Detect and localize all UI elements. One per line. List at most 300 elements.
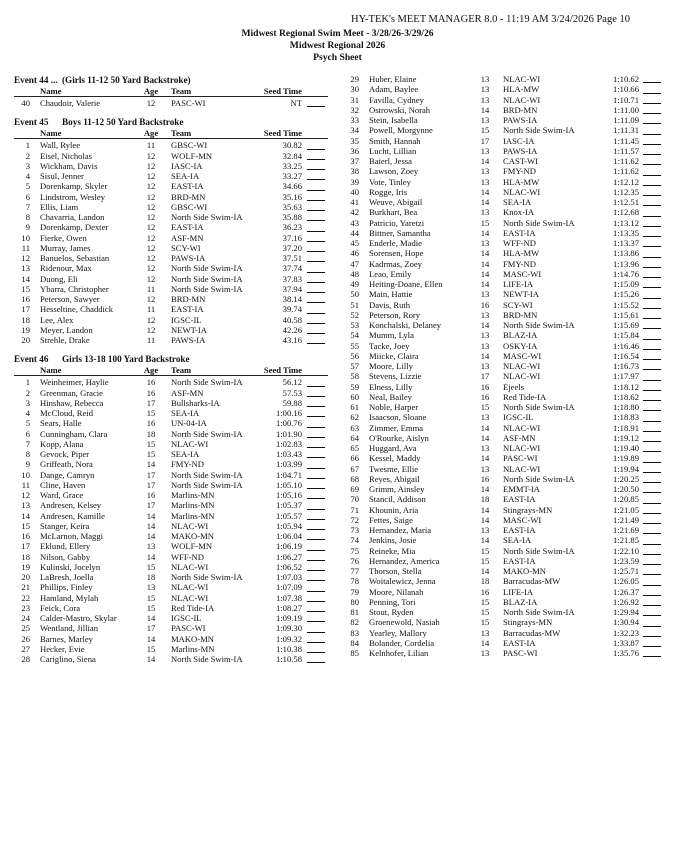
blank-line — [307, 251, 325, 252]
entry-row — [341, 587, 663, 597]
place: 63 — [350, 422, 359, 433]
blank-line — [307, 601, 325, 602]
team-name: NLAC-WI — [171, 561, 209, 572]
seed-time: 37.51 — [282, 253, 302, 263]
place: 41 — [350, 197, 359, 207]
entry-row — [341, 628, 663, 638]
team-name: EAST-IA — [503, 525, 536, 535]
place: 55 — [350, 340, 359, 351]
team-name: MAKO-MN — [503, 566, 546, 576]
seed-time: 1:11.31 — [613, 125, 639, 136]
entry-row — [341, 84, 663, 94]
place: 52 — [350, 309, 359, 320]
place: 18 — [21, 314, 30, 325]
blank-line — [643, 533, 661, 534]
entry-row — [14, 644, 328, 654]
seed-time: 1:14.76 — [612, 268, 639, 279]
place: 83 — [350, 627, 359, 638]
event-number: Event 44 ... — [14, 75, 58, 85]
team-name: Marlins-MN — [171, 643, 215, 654]
blank-line — [643, 318, 661, 319]
blank-line — [643, 564, 661, 565]
swimmer-age: 13 — [480, 648, 490, 658]
place: 71 — [350, 504, 359, 515]
swimmer-name: Davis, Ruth — [369, 299, 411, 310]
swimmer-age: 17 — [480, 371, 490, 382]
team-name: NEWT-IA — [171, 324, 207, 335]
entry-row — [341, 197, 663, 207]
swimmer-age: 16 — [480, 473, 490, 484]
team-name: PAWS-IA — [171, 253, 206, 263]
blank-line — [307, 519, 325, 520]
entry-row — [14, 243, 328, 253]
blank-line — [307, 652, 325, 653]
entry-row — [341, 402, 663, 412]
blank-line — [643, 554, 661, 555]
place: 7 — [25, 201, 30, 212]
place: 11 — [21, 242, 30, 253]
blank-line — [643, 462, 661, 463]
seed-time: 1:01.90 — [275, 428, 302, 439]
seed-time: 1:13.86 — [612, 248, 639, 259]
blank-line — [643, 544, 661, 545]
seed-time: 1:18.91 — [612, 422, 639, 433]
section-gap — [14, 108, 328, 116]
place: 38 — [350, 166, 359, 177]
blank-line — [643, 93, 661, 94]
place: 21 — [21, 582, 30, 593]
swimmer-name: Barnes, Marley — [40, 633, 93, 644]
place: 74 — [350, 535, 359, 546]
swimmer-age: 12 — [146, 294, 156, 304]
column-header — [14, 128, 328, 139]
place: 13 — [21, 500, 30, 511]
place: 3 — [25, 160, 30, 171]
event-title — [14, 74, 328, 86]
swimmer-name: Bolander, Cordelia — [369, 637, 435, 648]
seed-time: 1:11.62 — [613, 166, 639, 177]
swimmer-age: 12 — [146, 324, 156, 335]
place: 14 — [21, 510, 30, 521]
entry-row — [14, 222, 328, 232]
team-name: NLAC-WI — [503, 422, 541, 433]
swimmer-name: Elness, Lilly — [369, 381, 413, 392]
column-header — [14, 86, 328, 97]
blank-line — [307, 149, 325, 150]
swimmer-age: 13 — [480, 443, 490, 453]
entry-row — [341, 310, 663, 320]
swimmer-age: 12 — [146, 171, 156, 181]
header-name: Name — [40, 128, 62, 139]
place: 13 — [21, 263, 30, 274]
swimmer-name: Fettes, Saige — [369, 514, 413, 525]
blank-line — [307, 457, 325, 458]
team-name: NLAC-WI — [503, 371, 541, 382]
place: 40 — [350, 186, 359, 197]
swimmer-name: Cline, Haven — [40, 479, 86, 490]
entry-row — [341, 269, 663, 279]
entry-row — [341, 279, 663, 289]
seed-time: 1:18.80 — [612, 402, 639, 412]
place: 30 — [350, 84, 359, 95]
blank-line — [643, 236, 661, 237]
place: 68 — [350, 473, 359, 484]
place: 79 — [350, 586, 359, 597]
team-name: Marlins-MN — [171, 500, 215, 511]
place: 28 — [21, 654, 30, 664]
place: 65 — [350, 443, 359, 453]
seed-time: 1:23.59 — [612, 555, 639, 566]
entry-row — [14, 335, 328, 345]
swimmer-age: 18 — [480, 494, 490, 505]
place: 1 — [25, 377, 30, 388]
blank-line — [643, 267, 661, 268]
swimmer-name: Woitalewicz, Jenna — [369, 576, 436, 587]
seed-time: 1:26.05 — [612, 576, 639, 587]
team-name: WFF-ND — [171, 551, 204, 562]
place: 29 — [350, 74, 359, 84]
seed-time: 1:10.58 — [275, 654, 302, 664]
team-name: FMY-ND — [171, 459, 204, 470]
event-number: Event 45 — [14, 117, 49, 128]
place: 20 — [21, 572, 30, 582]
event-number: Event 46 — [14, 354, 49, 365]
seed-time: 1:16.46 — [612, 340, 639, 351]
seed-time: 1:04.71 — [275, 469, 302, 480]
seed-time: 42.26 — [282, 324, 302, 335]
blank-line — [643, 298, 661, 299]
entry-row — [341, 228, 663, 238]
blank-line — [307, 570, 325, 571]
swimmer-name: Andresen, Kamille — [40, 510, 105, 521]
place: 53 — [350, 320, 359, 330]
swimmer-name: Twesme, Ellie — [369, 463, 419, 474]
blank-line — [307, 591, 325, 592]
seed-time: 33.25 — [282, 160, 302, 171]
seed-time: 1:26.37 — [612, 586, 639, 597]
swimmer-age: 15 — [480, 125, 490, 136]
entry-row — [14, 418, 328, 428]
swimmer-name: Wickham, Davis — [40, 160, 98, 171]
swimmer-name: O'Rourke, Aislyn — [369, 432, 429, 443]
entry-row — [341, 443, 663, 453]
seed-time: 1:19.40 — [612, 443, 639, 453]
swimmer-name: Kessel, Maddy — [369, 453, 421, 464]
blank-line — [643, 195, 661, 196]
swimmer-name: Murray, James — [40, 242, 91, 253]
seed-time: 1:13.96 — [612, 258, 639, 269]
blank-line — [307, 498, 325, 499]
place: 8 — [25, 449, 30, 459]
entry-row — [341, 248, 663, 258]
entry-row — [14, 470, 328, 480]
blank-line — [643, 328, 661, 329]
place: 14 — [21, 273, 30, 284]
swimmer-name: Groenewold, Nasiah — [369, 617, 440, 628]
seed-time: 33.27 — [282, 171, 302, 181]
seed-time: 1:29.94 — [612, 607, 639, 617]
swimmer-age: 13 — [480, 166, 490, 177]
seed-time: 1:11.09 — [613, 115, 639, 125]
entry-row — [14, 603, 328, 613]
team-name: Marlins-MN — [171, 490, 215, 500]
team-name: WOLF-MN — [171, 541, 213, 552]
seed-time: 35.16 — [282, 191, 302, 202]
entry-row — [14, 161, 328, 171]
seed-time: 1:06.19 — [275, 541, 302, 552]
swimmer-name: Weinheimer, Haylie — [40, 377, 109, 388]
swimmer-age: 15 — [480, 545, 490, 556]
place: 17 — [21, 541, 30, 552]
place: 60 — [350, 391, 359, 402]
blank-line — [643, 359, 661, 360]
seed-time: 37.83 — [282, 273, 302, 284]
place: 47 — [350, 258, 359, 269]
place: 69 — [350, 484, 359, 494]
swimmer-age: 12 — [146, 150, 156, 161]
blank-line — [643, 123, 661, 124]
blank-line — [307, 437, 325, 438]
team-name: FMY-ND — [503, 258, 536, 269]
entry-row — [341, 494, 663, 504]
event-name: Boys 11-12 50 Yard Backstroke — [62, 117, 184, 128]
team-name: North Side Swim-IA — [503, 320, 575, 330]
swimmer-age: 14 — [480, 484, 490, 494]
blank-line — [643, 154, 661, 155]
team-name: SEA-IA — [171, 408, 200, 418]
place: 25 — [21, 623, 30, 634]
swimmer-age: 13 — [480, 74, 490, 84]
blank-line — [307, 261, 325, 262]
place: 34 — [350, 125, 359, 136]
entry-row — [341, 607, 663, 617]
blank-line — [307, 560, 325, 561]
entry-row — [14, 562, 328, 572]
entry-row — [14, 233, 328, 243]
swimmer-name: Nilson, Gabby — [40, 551, 91, 562]
entry-row — [341, 423, 663, 433]
team-name: SCY-WI — [503, 299, 533, 310]
swimmer-age: 13 — [480, 207, 490, 218]
team-name: PAWS-IA — [171, 335, 206, 345]
entry-row — [341, 597, 663, 607]
entry-row — [14, 552, 328, 562]
swimmer-name: Khounin, Aria — [369, 504, 419, 515]
blank-line — [307, 231, 325, 232]
header-seed: Seed Time — [263, 365, 302, 376]
blank-line — [643, 185, 661, 186]
place: 43 — [350, 217, 359, 228]
team-name: MAKO-MN — [171, 633, 214, 644]
blank-line — [643, 431, 661, 432]
swimmer-name: Strehle, Drake — [40, 335, 90, 345]
left-column — [14, 74, 328, 664]
header-team: Team — [171, 86, 192, 96]
entry-row — [14, 151, 328, 161]
seed-time: 1:15.09 — [612, 279, 639, 289]
swimmer-name: McLarnon, Maggi — [40, 531, 104, 541]
swimmer-name: McCloud, Reid — [40, 408, 93, 418]
swimmer-age: 17 — [146, 479, 156, 490]
place: 78 — [350, 576, 359, 587]
seed-time: 1:12.68 — [612, 207, 639, 218]
seed-time: 1:07.03 — [275, 572, 302, 582]
blank-line — [307, 333, 325, 334]
entry-row — [14, 429, 328, 439]
blank-line — [643, 646, 661, 647]
swimmer-age: 14 — [480, 514, 490, 525]
seed-time: 34.66 — [282, 181, 302, 192]
blank-line — [643, 205, 661, 206]
swimmer-age: 14 — [146, 613, 156, 623]
entry-row — [341, 638, 663, 648]
team-name: MASC-WI — [503, 514, 542, 525]
swimmer-age: 14 — [480, 637, 490, 648]
entry-row — [14, 511, 328, 521]
team-name: North Side Swim-IA — [503, 125, 575, 136]
entry-row — [14, 439, 328, 449]
team-name: EAST-IA — [171, 181, 204, 192]
seed-time: 1:32.23 — [612, 627, 639, 638]
blank-line — [307, 302, 325, 303]
entry-row — [14, 613, 328, 623]
blank-line — [643, 349, 661, 350]
swimmer-name: Yearley, Mallory — [369, 627, 427, 638]
place: 57 — [350, 361, 359, 371]
place: 59 — [350, 381, 359, 392]
seed-time: 56.12 — [282, 377, 302, 388]
team-name: IASC-IA — [171, 160, 203, 171]
swimmer-age: 12 — [146, 181, 156, 192]
swimmer-age: 14 — [480, 186, 490, 197]
team-name: PASC-WI — [171, 98, 206, 108]
swimmer-age: 13 — [480, 340, 490, 351]
swimmer-name: Sears, Halle — [40, 418, 82, 429]
swimmer-name: Vote, Tinley — [369, 176, 411, 187]
swimmer-age: 16 — [146, 490, 156, 500]
entry-row — [341, 371, 663, 381]
blank-line — [643, 595, 661, 596]
swimmer-age: 14 — [480, 504, 490, 515]
seed-time: 1:33.87 — [612, 637, 639, 648]
team-name: PASC-WI — [171, 623, 206, 634]
swimmer-name: Sorensen, Hope — [369, 248, 424, 259]
entry-row — [14, 541, 328, 551]
entry-row — [14, 449, 328, 459]
place: 15 — [21, 283, 30, 294]
swimmer-age: 12 — [146, 273, 156, 284]
swimmer-name: Hernandez, Maria — [369, 525, 432, 535]
place: 17 — [21, 304, 30, 315]
swimmer-age: 14 — [146, 551, 156, 562]
header-seed: Seed Time — [263, 86, 302, 96]
swimmer-name: Dorenkamp, Dexter — [40, 222, 109, 233]
team-name: EAST-IA — [503, 494, 536, 505]
swimmer-name: Heiting-Doane, Ellen — [369, 279, 443, 289]
swimmer-age: 17 — [146, 469, 156, 480]
place: 40 — [21, 98, 30, 108]
swimmer-age: 15 — [146, 643, 156, 654]
swimmer-age: 14 — [480, 104, 490, 115]
swimmer-age: 17 — [146, 623, 156, 634]
blank-line — [307, 210, 325, 211]
place: 20 — [21, 335, 30, 345]
team-name: NLAC-WI — [503, 361, 541, 371]
place: 10 — [21, 232, 30, 243]
seed-time: 1:06.27 — [275, 551, 302, 562]
entry-row — [341, 464, 663, 474]
blank-line — [307, 621, 325, 622]
seed-time: 1:21.69 — [612, 525, 639, 535]
entry-row — [341, 156, 663, 166]
header-name: Name — [40, 365, 62, 376]
swimmer-age: 13 — [480, 145, 490, 156]
swimmer-name: Greenman, Gracie — [40, 387, 103, 398]
header-age: Age — [143, 86, 159, 96]
blank-line — [643, 400, 661, 401]
entry-row — [14, 140, 328, 150]
seed-time: 1:05.94 — [275, 520, 302, 531]
swimmer-age: 16 — [146, 418, 156, 429]
seed-time: 1:20.50 — [612, 484, 639, 494]
swimmer-name: Moore, Lilly — [369, 361, 413, 371]
place: 48 — [350, 268, 359, 279]
swimmer-age: 12 — [146, 98, 156, 108]
event-name: Girls 13-18 100 Yard Backstroke — [62, 354, 190, 365]
swimmer-age: 13 — [480, 330, 490, 341]
seed-time: 1:05.57 — [275, 510, 302, 521]
blank-line — [643, 605, 661, 606]
swimmer-age: 18 — [146, 428, 156, 439]
entry-row — [14, 325, 328, 335]
entry-row — [341, 115, 663, 125]
seed-time: 1:13.12 — [612, 217, 639, 228]
swimmer-name: Stein, Isabella — [369, 115, 418, 125]
team-name: LIFE-IA — [503, 279, 534, 289]
swimmer-age: 13 — [480, 94, 490, 105]
swimmer-age: 14 — [480, 350, 490, 361]
place: 6 — [25, 191, 30, 202]
swimmer-name: Hernandez, America — [369, 555, 440, 566]
team-name: North Side Swim-IA — [171, 428, 243, 439]
place: 5 — [25, 181, 30, 192]
blank-line — [643, 308, 661, 309]
place: 33 — [350, 115, 359, 125]
entry-row — [341, 392, 663, 402]
entry-row — [341, 125, 663, 135]
entry-row — [14, 294, 328, 304]
team-name: North Side Swim-IA — [503, 402, 575, 412]
swimmer-age: 14 — [480, 535, 490, 546]
seed-time: 43.16 — [282, 335, 302, 345]
team-name: Ejeels — [503, 381, 524, 392]
event-title — [14, 116, 328, 128]
swimmer-name: Enderle, Madie — [369, 238, 422, 248]
blank-line — [307, 550, 325, 551]
place: 70 — [350, 494, 359, 505]
swimmer-name: Ward, Grace — [40, 490, 84, 500]
blank-line — [643, 226, 661, 227]
swimmer-name: Dange, Camryn — [40, 469, 95, 480]
place: 56 — [350, 350, 359, 361]
swimmer-name: Ellis, Liam — [40, 201, 79, 212]
team-name: IGSC-IL — [171, 613, 202, 623]
team-name: FMY-ND — [503, 166, 536, 177]
swimmer-age: 14 — [480, 566, 490, 576]
swimmer-name: Weuve, Abigail — [369, 197, 423, 207]
seed-time: 59.88 — [282, 397, 302, 408]
entry-row — [341, 341, 663, 351]
